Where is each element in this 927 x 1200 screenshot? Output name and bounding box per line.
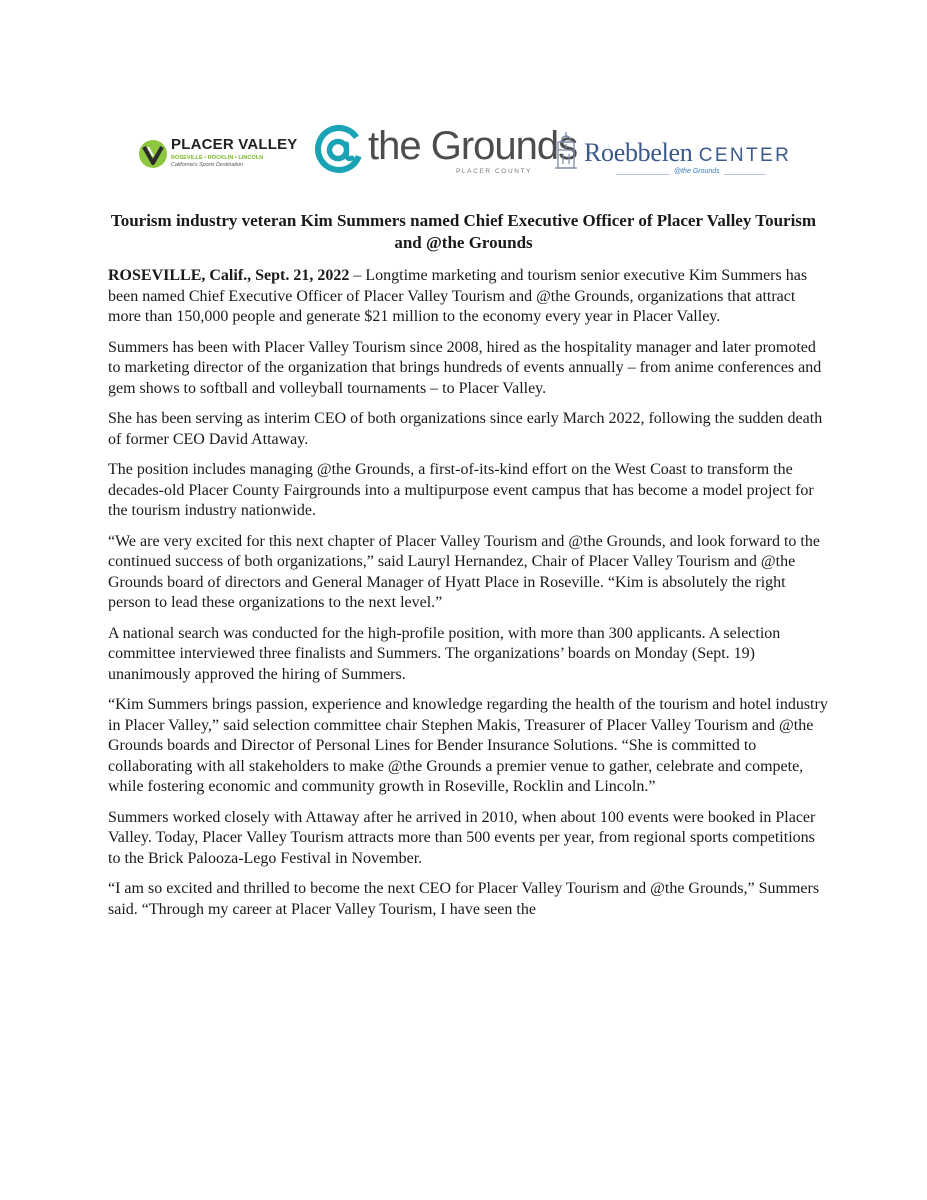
placer-valley-v-icon: [137, 138, 169, 170]
roebbelen-center-label: CENTER: [698, 145, 792, 166]
quote-paragraph: “Kim Summers brings passion, experience and knowledge regarding the health of the tourism and hotel industry in Placer Valley,” said selection committee chair Stephen Makis, Treasurer of Placer Valley Tourism and @the Grounds boards and Director of Personal Lines for Bender Insurance Solutions. “She is committed to collaborating with all stakeholders to make @the Grounds a premier venue to gather, celebrate and compete, while fostering economic and community growth in Roseville, Rocklin and Lincoln.”: [108, 696, 828, 795]
the-grounds-logo: [314, 118, 578, 188]
dateline: ROSEVILLE, Calif., Sept. 21, 2022: [108, 267, 350, 284]
building-icon: [552, 130, 580, 170]
the-grounds-subtitle: PLACER COUNTY: [456, 168, 533, 175]
body-paragraph: She has been serving as interim CEO of both organizations since early March 2022, following the sudden death of former CEO David Attaway.: [108, 410, 823, 448]
body-paragraph: A national search was conducted for the high-profile position, with more than 300 applicants. A selection committee interviewed three finalists and Summers. The organizations’ boards on Monday (Sept. 19) unanimously approved the hiring of Summers.: [108, 624, 781, 683]
placer-valley-name: PLACER VALLEY: [171, 136, 298, 153]
placer-valley-logo: [137, 130, 297, 176]
placer-valley-cities: ROSEVILLE • ROCKLIN • LINCOLN: [171, 155, 264, 161]
body-paragraph: Summers has been with Placer Valley Tourism since 2008, hired as the hospitality manager and later promoted to marketing director of the organization that brings hundreds of events annually – from anime conferences and gem shows to softball and volleyball tournaments – to Placer Valley.: [108, 338, 822, 397]
roebbelen-wordmark: [584, 138, 791, 168]
logo-banner: [0, 118, 927, 190]
roebbelen-name: Roebbelen: [584, 138, 693, 167]
placer-valley-tagline: California's Sports Destination: [171, 162, 244, 168]
roebbelen-subtitle: @the Grounds: [670, 168, 724, 175]
body-paragraph: The position includes managing @the Grounds, a first-of-its-kind effort on the West Coast to transform the decades-old Placer County Fairgrounds into a multipurpose event campus that has become a model project for the tourism industry nationwide.: [108, 461, 814, 519]
lead-text: – Longtime marketing and tourism senior executive Kim Summers has been named Chief Executive Officer of Placer Valley Tourism and @the Grounds, organizations that attract more than 150,000 people and generate $21 million to the economy every year in Placer Valley.: [108, 267, 808, 325]
quote-paragraph: “I am so excited and thrilled to become the next CEO for Placer Valley Tourism and @the Grounds,” Summers said. “Through my career at Placer Valley Tourism, I have seen the: [108, 880, 820, 918]
quote-paragraph: “We are very excited for this next chapter of Placer Valley Tourism and @the Grounds, and look forward to the continued success of both organizations,” said Lauryl Hernandez, Chair of Placer Valley Tourism and @the Grounds board of directors and General Manager of Hyatt Place in Roseville. “Kim is absolutely the right person to lead these organizations to the next level.”: [108, 532, 820, 611]
press-release-body: [108, 266, 828, 930]
at-symbol-icon: [314, 124, 364, 174]
lead-paragraph: [108, 266, 828, 328]
press-release-headline: Tourism industry veteran Kim Summers named Chief Executive Officer of Placer Valley Tourism and @the Grounds: [110, 211, 817, 252]
the-grounds-wordmark: the Grounds: [368, 124, 578, 168]
roebbelen-center-logo: [552, 126, 792, 186]
body-paragraph: Summers worked closely with Attaway after he arrived in 2010, when about 100 events were booked in Placer Valley. Today, Placer Valley Tourism attracts more than 500 events per year, from regional sports competitions to the Brick Palooza-Lego Festival in November.: [108, 808, 816, 867]
